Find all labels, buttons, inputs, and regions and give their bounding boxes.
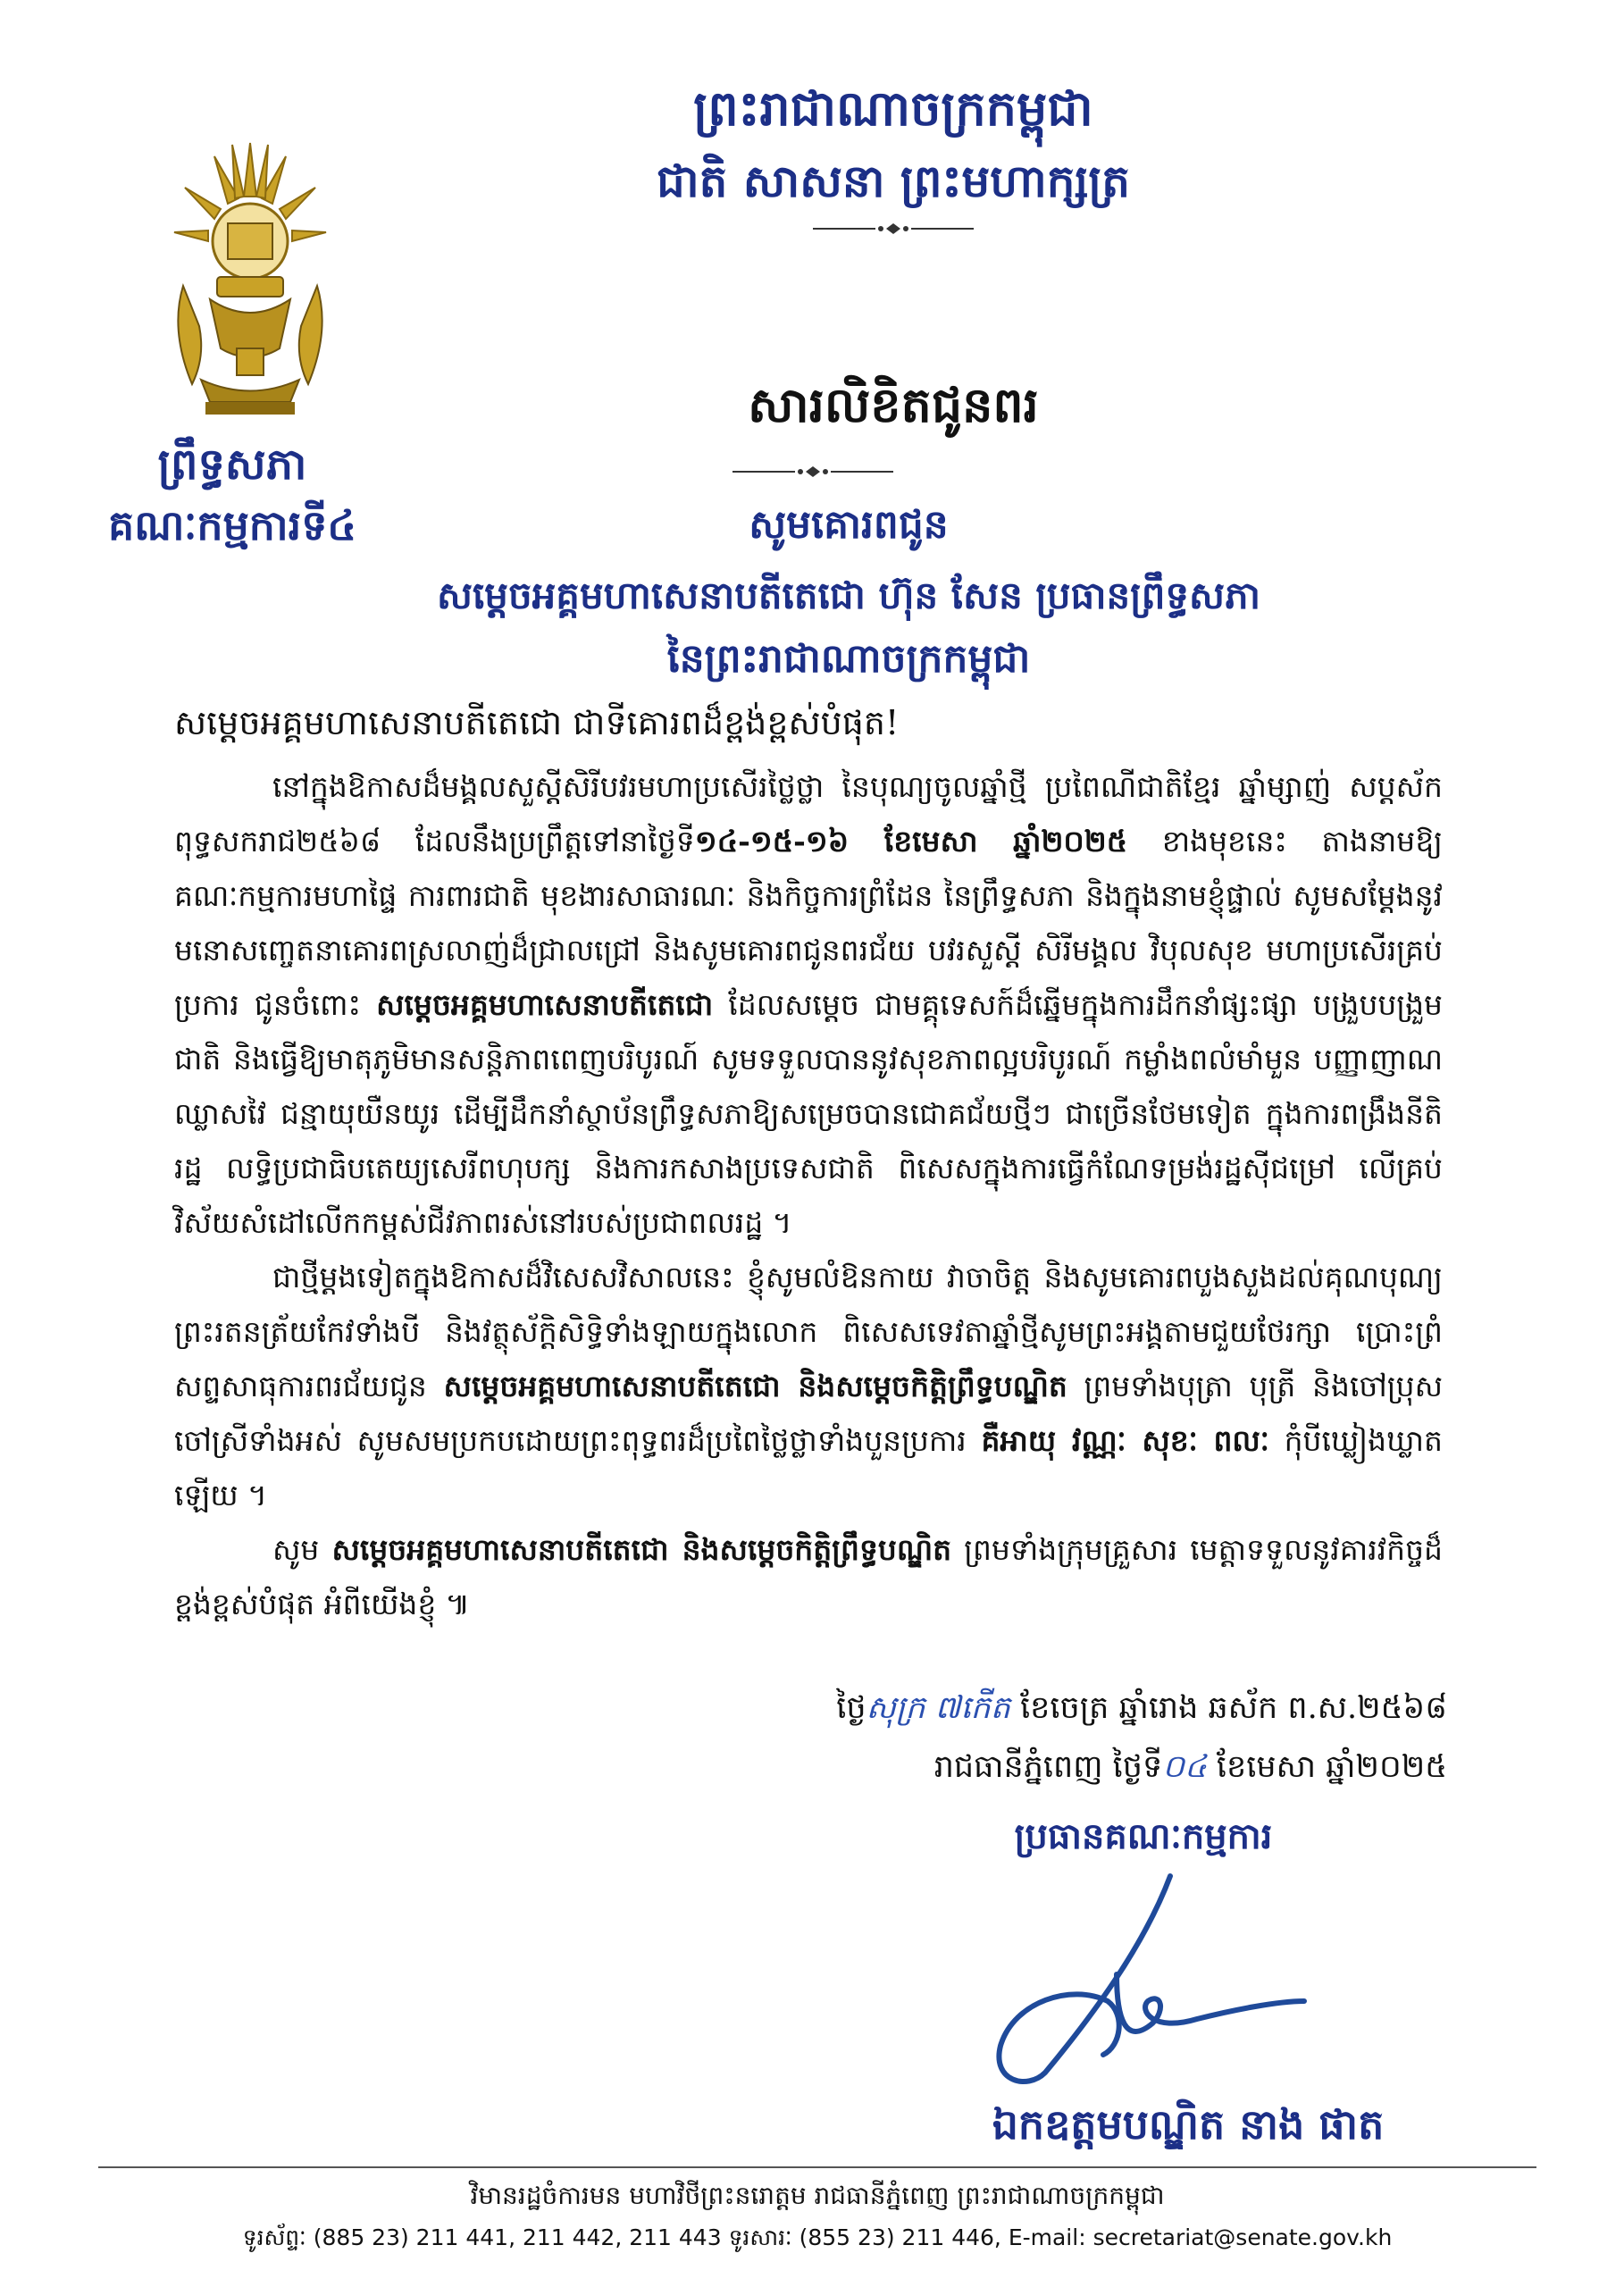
- holiday-date: ១៤-១៥-១៦ ខែមេសា ឆ្នាំ២០២៥: [694, 824, 1128, 859]
- sender-senate: ព្រឹទ្ធសភា: [157, 440, 307, 490]
- handwritten-day: សុក្រ ៧កើត: [866, 1690, 1010, 1726]
- paragraph-3: សូម សម្តេចអគ្គមហាសេនាបតីតេជោ និងសម្តេចកិត្តិព្រឹទ្ធបណ្ឌិត ព្រមទាំងក្រុមគ្រួសារ មេត្តាទទួលនូវគារវកិច្ចដ៏ខ្ពង់ខ្ពស់បំផុត អំពីយើងខ្ញុំ ៕: [174, 1532, 1443, 1621]
- recipient-name: សម្តេចអគ្គមហាសេនាបតីតេជោ ហ៊ុន សែន ប្រធានព្រឹទ្ធសភា: [436, 574, 1260, 617]
- footer-contact: ទូរស័ព្ទៈ (885 23) 211 441, 211 442, 211 443 ទូរសារៈ (855 23) 211 446, E-mail: secretariat@senate.gov.kh: [242, 2224, 1393, 2250]
- title-ornament-icon: [732, 465, 893, 479]
- signatory-title: ប្រធានគណៈកម្មការ: [1014, 1815, 1273, 1857]
- ornament-divider-icon: [813, 222, 974, 236]
- salutation: សម្តេចអគ្គមហាសេនាបតីតេជោ ជាទីគោរពដ៏ខ្ពង់ខ្ពស់បំផុត!: [174, 703, 900, 742]
- lunar-date: ថ្ងៃសុក្រ ៧កើត ខែចេត្រ ឆ្នាំរោង ឆស័ក ព.ស.២៥៦៨: [836, 1690, 1447, 1726]
- signatory-name: ឯកឧត្តមបណ្ឌិត នាង ផាត: [992, 2100, 1385, 2149]
- sender-committee: គណៈកម្មការទី៤: [108, 501, 356, 549]
- senate-emblem-icon: [165, 134, 335, 429]
- document-title: សារលិខិតជូនពរ: [748, 376, 1039, 433]
- footer-address: វិមានរដ្ឋចំការមន មហាវិថីព្រះនរោត្តម រាជធានីភ្នំពេញ ព្រះរាជាណាចក្រកម្ពុជា: [470, 2181, 1165, 2210]
- paragraph-1: នៅក្នុងឱកាសដ៏មង្គលសួស្តីសិរីបវរមហាប្រសើរថ្លៃថ្លា នៃបុណ្យចូលឆ្នាំថ្មី ប្រពៃណីជាតិខ្មែរ ឆ្នាំម្សាញ់ សប្តស័ក ពុទ្ធសករាជ២៥៦៨ ដែលនឹងប្រព្រឹត្តទៅនាថ្ងៃទី១៤-១៥-១៦ ខែមេសា ឆ្នាំ២០២៥ ខាងមុខនេះ តាងនាមឱ្យគណៈកម្មការមហាផ្ទៃ ការពារជាតិ មុខងារសាធារណៈ និងកិច្ចការព្រំដែន នៃព្រឹទ្ធសភា និងក្នុងនាមខ្ញុំផ្ទាល់ សូមសម្តែងនូវមនោសញ្ចេតនាគោរពស្រលាញ់ដ៏ជ្រាលជ្រៅ និងសូមគោរពជូនពរជ័យ បវរសួស្តី សិរីមង្គល វិបុលសុខ មហាប្រសើរគ្រប់ប្រការ ជូនចំពោះ សម្តេចអគ្គមហាសេនាបតីតេជោ ដែលសម្តេច ជាមគ្គុទេសក៍ដ៏ឆ្នើមក្នុងការដឹកនាំផ្សះផ្សា បង្រួបបង្រួមជាតិ និងធ្វើឱ្យមាតុភូមិមានសន្តិភាពពេញបរិបូរណ៍ សូមទទួលបាននូវសុខភាពល្អបរិបូរណ៍ កម្លាំងពលំមាំមួន បញ្ញាញាណឈ្លាសវៃ ជន្មាយុយឺនយូរ ដើម្បីដឹកនាំស្ថាប័នព្រឹទ្ធសភាឱ្យសម្រេចបានជោគជ័យថ្មីៗ ជាច្រើនថែមទៀត ក្នុងការពង្រឹងនីតិរដ្ឋ លទ្ធិប្រជាធិបតេយ្យសេរីពហុបក្ស និងការកសាងប្រទេសជាតិ ពិសេសក្នុងការធ្វើកំណែទម្រង់រដ្ឋស៊ីជម្រៅ លើគ្រប់វិស័យសំដៅលើកកម្ពស់ជីវភាពរស់នៅរបស់ប្រជាពលរដ្ឋ ។: [174, 769, 1444, 1240]
- solar-date: រាជធានីភ្នំពេញ ថ្ងៃទី០៤ ខែមេសា ឆ្នាំ២០២៥: [933, 1749, 1447, 1785]
- recipient-name-inline: សម្តេចអគ្គមហាសេនាបតីតេជោ: [376, 987, 714, 1022]
- handwritten-date: ០៤: [1162, 1749, 1207, 1785]
- recipient-kingdom: នៃព្រះរាជាណាចក្រកម្ពុជា: [666, 636, 1031, 682]
- recipients-inline: សម្តេចអគ្គមហាសេនាបតីតេជោ និងសម្តេចកិត្តិព្រឹទ្ធបណ្ឌិត: [443, 1369, 1067, 1403]
- kingdom-title: ព្រះរាជាណាចក្រកម្ពុជា: [693, 80, 1093, 137]
- handwritten-signature: [938, 1867, 1313, 2099]
- recipients-closing: សម្តេចអគ្គមហាសេនាបតីតេជោ និងសម្តេចកិត្តិព្រឹទ្ធបណ្ឌិត: [331, 1532, 952, 1567]
- letter-body: [174, 759, 1443, 1631]
- national-motto: ជាតិ សាសនា ព្រះមហាក្សត្រ: [657, 155, 1130, 207]
- paragraph-2: ជាថ្មីម្តងទៀតក្នុងឱកាសដ៏វិសេសវិសាលនេះ ខ្ញុំសូមលំឱនកាយ វាចាចិត្ត និងសូមគោរពបួងសួងដល់គុណបុណ្យព្រះរតនត្រ័យកែវទាំងបី និងវត្ថុស័ក្តិសិទ្ធិទាំងឡាយក្នុងលោក ពិសេសទេវតាឆ្នាំថ្មីសូមព្រះអង្គតាមជួយថែរក្សា ប្រោះព្រំសព្ទសាធុការពរជ័យជូន សម្តេចអគ្គមហាសេនាបតីតេជោ និងសម្តេចកិត្តិព្រឹទ្ធបណ្ឌិត ព្រមទាំងបុត្រា បុត្រី និងចៅប្រុស ចៅស្រីទាំងអស់ សូមសមប្រកបដោយព្រះពុទ្ធពរដ៏ប្រពៃថ្លៃថ្លាទាំងបួនប្រការ គឺអាយុ វណ្ណៈ សុខៈ ពលៈ កុំបីឃ្លៀងឃ្លាតឡើយ ។: [174, 1260, 1443, 1512]
- recipient-respect: សូមគោរពជូន: [749, 502, 949, 548]
- four-blessings: គឺអាយុ វណ្ណៈ សុខៈ ពលៈ: [981, 1423, 1269, 1458]
- footer-divider: [98, 2166, 1536, 2168]
